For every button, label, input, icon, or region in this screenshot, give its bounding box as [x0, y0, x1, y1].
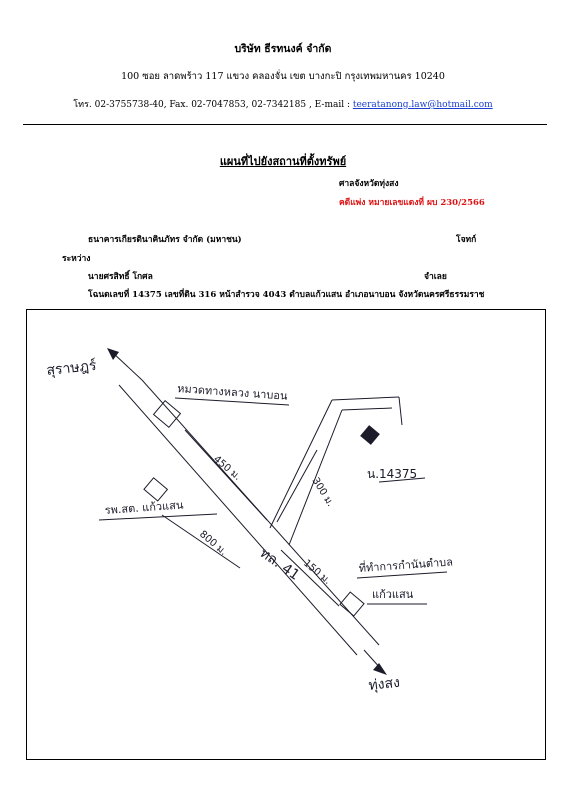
north-arrow-shaft: [112, 352, 142, 380]
side-road-inner: [342, 408, 392, 410]
court-name: ศาลจังหวัดทุ่งสง: [339, 179, 399, 189]
side-road-end: [399, 397, 402, 425]
page-title: แผนที่ไปยังสถานที่ตั้งทรัพย์: [219, 155, 347, 168]
email-link[interactable]: teeratanong.law@hotmail.com: [352, 100, 493, 110]
dist-marker-300: [277, 450, 317, 522]
side-road-left: [270, 400, 332, 528]
map-drawing: [27, 310, 545, 759]
landmark-right-label-2: แก้วแสน: [372, 588, 414, 601]
company-address: 100 ซอย ลาดพร้าว 117 แขวง คลองจั่น เขต บางกะปิ กรุงเทพมหานคร 10240: [121, 71, 445, 82]
contact-phone-fax: โทร. 02-3755738-40, Fax. 02-7047853, 02-7342185 , E-mail :: [73, 100, 353, 110]
landmark-right-label-1: ที่ทำการกำนันตำบล: [358, 555, 454, 575]
north-arrowhead: [107, 348, 119, 360]
plaintiff-role: โจทก์: [456, 235, 477, 245]
company-name: บริษัท ธีรทนงค์ จำกัด: [234, 43, 332, 55]
south-arrowhead: [373, 663, 387, 675]
building-highway-office: [154, 401, 181, 428]
landmark-top-label: หมวดทางหลวง นาบอน: [176, 382, 288, 403]
side-road-top: [332, 397, 399, 400]
highway-edge-left: [119, 385, 357, 655]
deed-plot-label: น.14375: [367, 467, 418, 481]
distance-label-300: 300 ม.: [309, 475, 336, 509]
defendant-name: นายศรสิทธิ์ โกศล: [88, 272, 153, 282]
north-direction-label: สุราษฎร์: [45, 357, 98, 379]
header-divider: [23, 124, 547, 125]
deed-info: โฉนดเลขที่ 14375 เลขที่ดิน 316 หน้าสำรวจ 4043 ตำบลแก้วแสน อำเภอนาบอน จังหวัดนครศรีธรรมราช: [88, 290, 485, 300]
distance-label-150: 150 ม.: [301, 557, 333, 587]
highway-label: ทล. 41: [256, 545, 303, 584]
case-number: คดีแพ่ง หมายเลขแดงที่ ผบ 230/2566: [339, 198, 485, 208]
landmark-left-label: รพ.สต. แก้วแสน: [104, 498, 184, 517]
company-contact: [0, 97, 566, 111]
plaintiff-name: ธนาคารเกียรตินาคินภัทร จำกัด (มหาชน): [88, 235, 242, 245]
distance-label-800: 800 ม.: [197, 528, 229, 558]
building-health-center: [144, 478, 167, 501]
distance-label-450: 450 ม.: [211, 453, 243, 483]
dist-marker-800: [162, 515, 240, 568]
deed-plot-marker: [360, 425, 380, 445]
between-label: ระหว่าง: [62, 254, 91, 264]
location-map: [26, 309, 546, 760]
building-village-office: [340, 592, 364, 616]
defendant-role: จำเลย: [424, 272, 447, 282]
south-direction-label: ทุ่งสง: [367, 674, 401, 694]
